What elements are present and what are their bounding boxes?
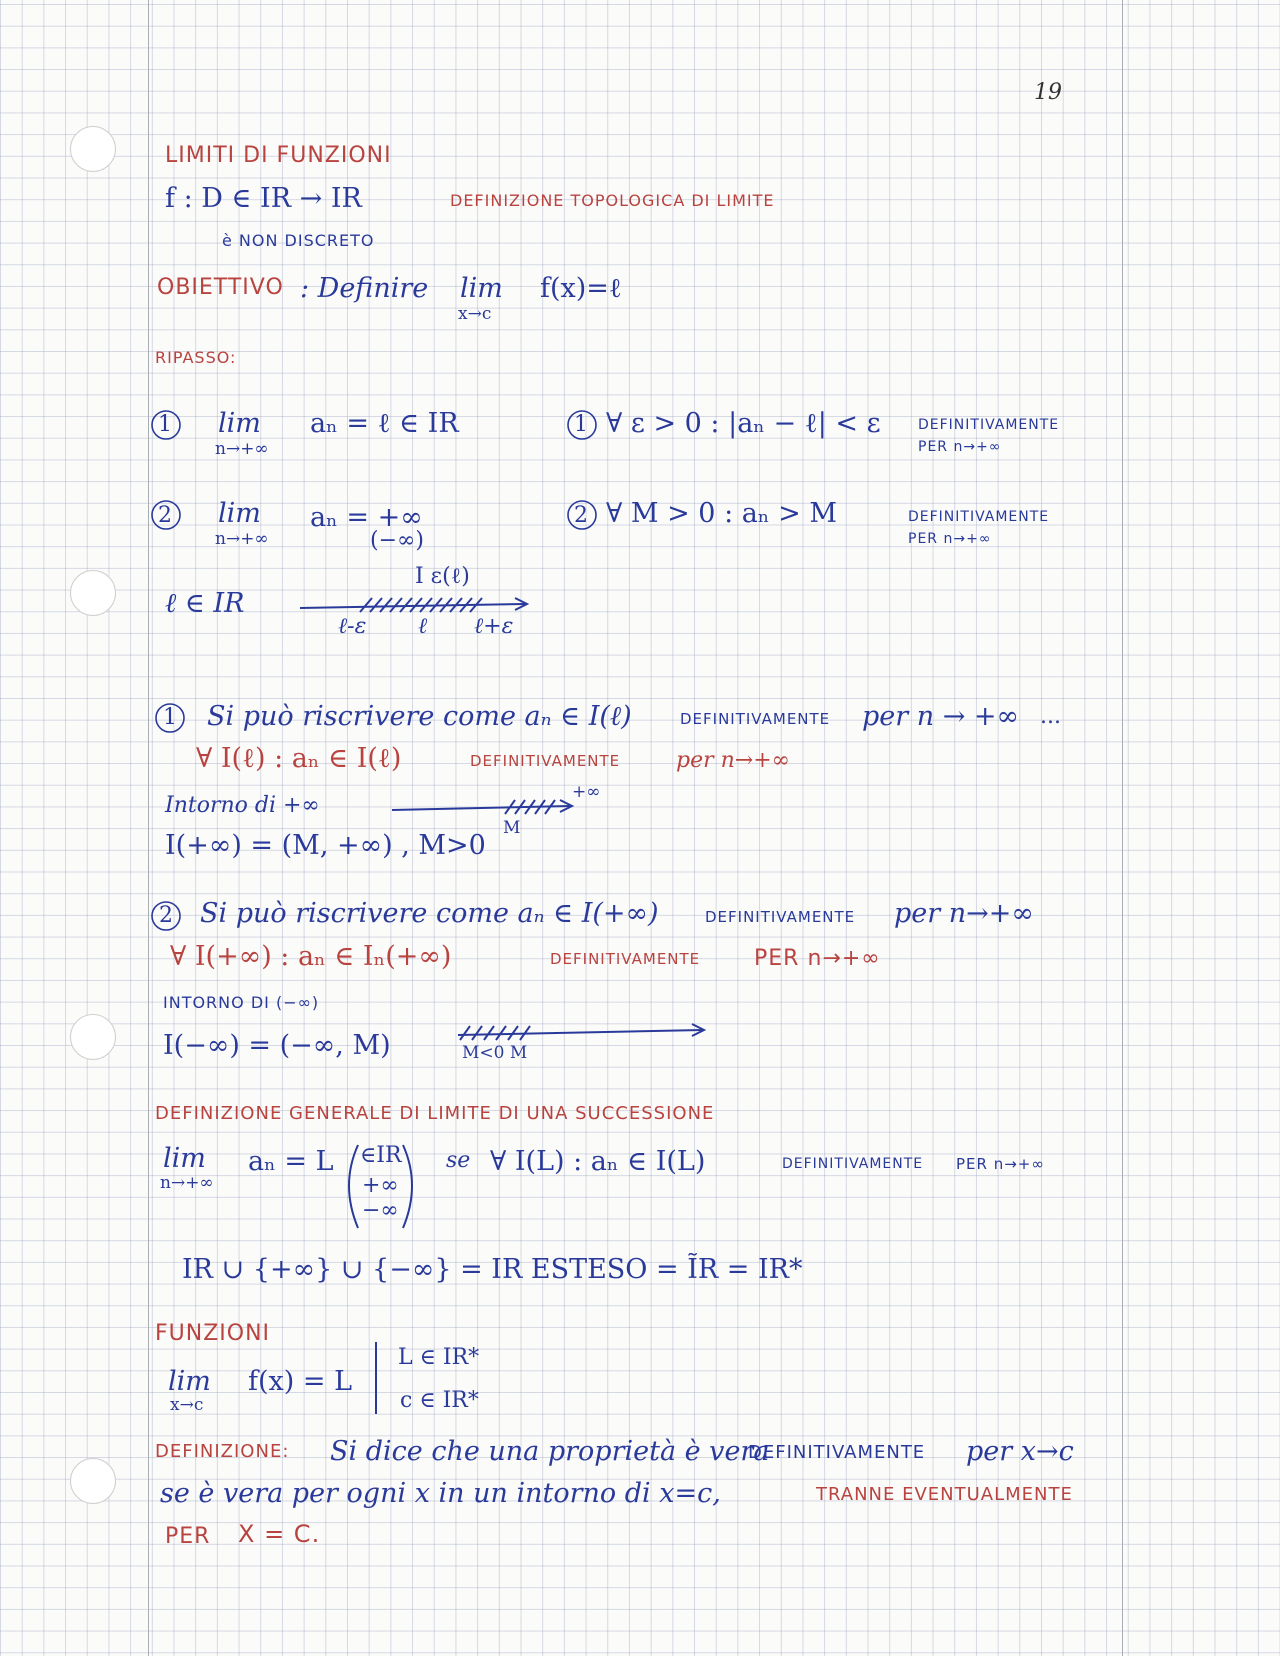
tick-label-right: ℓ+ε	[474, 614, 514, 639]
funzioni-condition-l: L ∈ IR*	[398, 1345, 480, 1370]
review-2b-note: DEFINITIVAMENTE	[908, 509, 1050, 525]
review-2-number: 2	[158, 503, 172, 528]
review-1b-expression: ∀ ε > 0 : |aₙ − ℓ| < ε	[606, 408, 881, 439]
general-case-plus-infinity: +∞	[362, 1173, 399, 1198]
intorno-plus-infinity: Intorno di +∞	[165, 793, 320, 818]
general-case-minus-infinity: −∞	[362, 1198, 399, 1223]
page-number: 19	[1034, 80, 1062, 105]
neighborhood-label: I ε(ℓ)	[415, 564, 470, 589]
objective-lim-sub: x→c	[458, 304, 492, 324]
rewrite-1-line-2-per: per n→+∞	[676, 748, 790, 773]
definition-x-equals-c: X = C.	[238, 1520, 321, 1548]
rewrite-2-line-2-definitivamente: DEFINITIVAMENTE	[550, 950, 701, 968]
general-definitivamente: DEFINITIVAMENTE	[782, 1156, 924, 1172]
review-1-number: 1	[158, 412, 172, 437]
rewrite-2-per: per n→+∞	[894, 898, 1034, 929]
objective-expression: f(x)=ℓ	[540, 273, 622, 304]
ripasso-label: RIPASSO:	[155, 348, 237, 367]
minus-infinity-axis	[458, 1024, 704, 1040]
definition-definitivamente: DEFINITIVAMENTE	[748, 1442, 926, 1463]
review-2b-expression: ∀ M > 0 : aₙ > M	[606, 498, 837, 529]
rewrite-1-line-1: Si può riscrivere come aₙ ∈ I(ℓ)	[207, 701, 632, 732]
review-2-alt: (−∞)	[370, 528, 424, 553]
rewrite-2-line-2: ∀ I(+∞) : aₙ ∈ Iₙ(+∞)	[170, 941, 452, 972]
plus-infinity-axis	[392, 800, 572, 814]
l-in-r: ℓ ∈ IR	[165, 588, 245, 619]
definition-per-label: PER	[165, 1524, 211, 1549]
review-1b-note: DEFINITIVAMENTE	[918, 417, 1060, 433]
tick-label-mid: ℓ	[418, 614, 428, 639]
review-1-lim: lim	[218, 408, 261, 439]
neighborhood-axis	[300, 598, 527, 612]
rewrite-1-definitivamente: DEFINITIVAMENTE	[680, 710, 831, 728]
minus-infinity-formula: I(−∞) = (−∞, M)	[163, 1030, 391, 1061]
objective-text: : Definire	[300, 273, 429, 304]
definition-per: per x→c	[966, 1436, 1074, 1467]
rewrite-2-definitivamente: DEFINITIVAMENTE	[705, 908, 856, 926]
m-mark: M	[503, 818, 521, 838]
funzioni-lim: lim	[168, 1366, 211, 1397]
extended-reals: IR ∪ {+∞} ∪ {−∞} = IR ESTESO = ĨR = IR*	[182, 1254, 803, 1285]
general-case-real: ∈IR	[360, 1143, 402, 1168]
funzioni-lim-sub: x→c	[170, 1395, 204, 1415]
funzioni-title: FUNZIONI	[155, 1321, 271, 1346]
definition-label: DEFINIZIONE:	[155, 1441, 290, 1462]
general-se: se	[446, 1148, 471, 1173]
function-definition: f : D ∈ IR → IR	[165, 183, 362, 214]
general-lim: lim	[163, 1143, 206, 1174]
general-expression: aₙ = L	[248, 1146, 334, 1177]
plus-infinity-formula: I(+∞) = (M, +∞) , M>0	[165, 830, 486, 861]
review-2-expression: aₙ = +∞	[310, 502, 423, 533]
definition-tranne: TRANNE EVENTUALMENTE	[816, 1484, 1073, 1505]
review-2-lim-sub: n→+∞	[215, 529, 269, 549]
page-title: LIMITI DI FUNZIONI	[165, 143, 392, 168]
review-1b-note-2: PER n→+∞	[918, 439, 1002, 455]
definition-line-2: se è vera per ogni x in un intorno di x=c,	[160, 1478, 721, 1509]
general-condition: ∀ I(L) : aₙ ∈ I(L)	[490, 1146, 706, 1177]
funzioni-condition-c: c ∈ IR*	[400, 1388, 479, 1413]
rewrite-1-dots: ...	[1040, 704, 1061, 729]
rewrite-2-number: 2	[159, 903, 173, 928]
rewrite-1-line-2: ∀ I(ℓ) : aₙ ∈ I(ℓ)	[196, 743, 402, 774]
definition-line-1: Si dice che una proprietà è vera	[330, 1436, 770, 1467]
rewrite-1-number: 1	[163, 705, 177, 730]
objective-label: OBIETTIVO	[157, 275, 284, 300]
general-lim-sub: n→+∞	[160, 1173, 214, 1193]
review-2b-note-2: PER n→+∞	[908, 531, 992, 547]
tick-label-left: ℓ-ε	[338, 614, 367, 639]
review-1-lim-sub: n→+∞	[215, 439, 269, 459]
plus-infinity-mark: +∞	[572, 782, 601, 802]
intorno-minus-infinity: INTORNO DI (−∞)	[163, 993, 320, 1012]
funzioni-divider	[375, 1342, 377, 1414]
general-definition-title: DEFINIZIONE GENERALE DI LIMITE DI UNA SUCCESSIONE	[155, 1103, 715, 1124]
rewrite-2-line-1: Si può riscrivere come aₙ ∈ I(+∞)	[200, 898, 659, 929]
rewrite-1-per: per n → +∞	[862, 701, 1020, 732]
review-1b-number: 1	[574, 412, 588, 437]
rewrite-1-line-2-definitivamente: DEFINITIVAMENTE	[470, 752, 621, 770]
topological-definition-label: DEFINIZIONE TOPOLOGICA DI LIMITE	[450, 191, 775, 210]
minus-infinity-axis-label: M<0 M	[462, 1043, 528, 1063]
non-discreto-note: è NON DISCRETO	[222, 231, 375, 250]
general-per: PER n→+∞	[956, 1155, 1045, 1173]
rewrite-2-line-2-per: PER n→+∞	[754, 946, 881, 971]
objective-lim: lim	[460, 273, 503, 304]
review-2b-number: 2	[574, 503, 588, 528]
review-2-lim: lim	[218, 498, 261, 529]
review-1-expression: aₙ = ℓ ∈ IR	[310, 408, 459, 439]
funzioni-expression: f(x) = L	[248, 1366, 353, 1397]
